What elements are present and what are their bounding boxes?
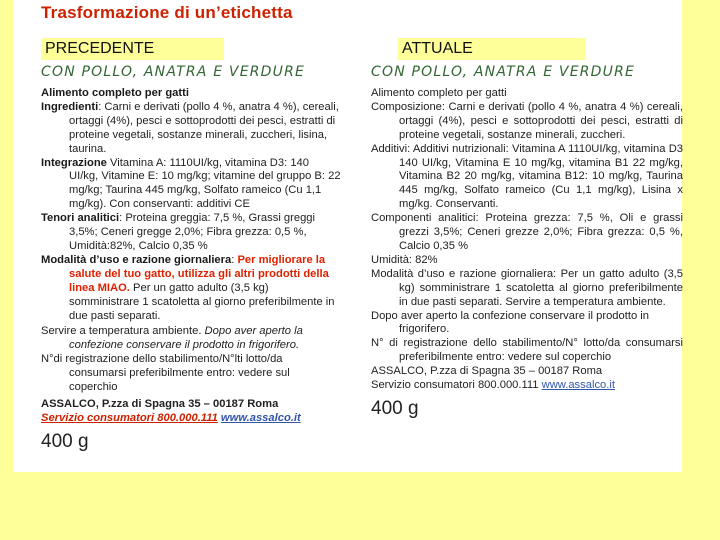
current-additives: Additivi: Additivi nutrizionali: Vitamina A 1110UI/kg, vitamina D3 140 UI/kg, Vitamina E 10 mg/kg, vitamina B1 22 mg/kg, Vitamina B2 20 mg/kg, vitamina B12: 10 mg/kg, Taurina 445 mg/kg, Solfato rameico (Cu 1,1 mg/kg), Lisina x mg/kg. Conservanti. xyxy=(371,142,683,211)
previous-website-link[interactable]: www.assalco.it xyxy=(220,411,301,424)
previous-analytic xyxy=(41,212,341,254)
current-usage: Modalità d’uso e razione giornaliera: Per un gatto adulto (3,5 kg) somministrare 1 scatoletta al giorno preferibilmente in due pasti separati. Servire a temperatura ambiente. xyxy=(371,267,683,308)
label-previous: PRECEDENTE xyxy=(41,38,224,60)
previous-service-line xyxy=(41,412,341,426)
previous-label-column xyxy=(41,63,341,452)
previous-usage xyxy=(41,254,341,324)
previous-address: ASSALCO, P.zza di Spagna 35 – 00187 Roma xyxy=(41,397,279,410)
previous-ingredients-text: : Carni e derivati (pollo 4 %, anatra 4 %), cereali, ortaggi (4%), pesci e sottoprodotti dei pesci, estratti di proteine vegetali, sostanze minerali, zuccheri, lisina, taurina. xyxy=(69,100,339,155)
label-current: ATTUALE xyxy=(398,38,586,60)
current-moisture: Umidità: 82% xyxy=(371,253,438,266)
previous-serve-storage xyxy=(41,325,341,353)
previous-integration-label: Integrazione xyxy=(41,156,107,169)
current-weight: 400 g xyxy=(371,397,419,419)
previous-serve-text: Servire a temperatura ambiente. xyxy=(41,325,205,338)
previous-usage-promo: Per migliorare la salute del tuo gatto, utilizza gli altri prodotti della linea MIAO. xyxy=(69,253,329,294)
current-product-type: Alimento completo per gatti xyxy=(371,87,507,99)
current-website-link[interactable]: www.assalco.it xyxy=(541,379,615,392)
previous-integration xyxy=(41,157,341,213)
current-label-column xyxy=(371,63,683,419)
previous-integration-text: Vitamina A: 1110UI/kg, vitamina D3: 140 UI/kg, Vitamine E: 10 mg/kg; vitamine del gruppo B: 22 mg/kg; Taurina 445 mg/kg, Solfato rameico (Cu 1,1 mg/kg). Con conservanti: additivi CE xyxy=(69,156,341,211)
current-composition: Composizione: Carni e derivati (pollo 4 %, anatra 4 %) cereali, ortaggi (4%), pesci e sottoprodotti dei pesci, estratti di proteine vegetali, sostanze minerali, zuccheri. xyxy=(371,100,683,141)
previous-ingredients-label: Ingredienti xyxy=(41,100,99,113)
previous-brand: CON POLLO, ANATRA E VERDURE xyxy=(41,64,306,80)
current-service-line xyxy=(371,379,683,393)
previous-usage-text: Per un gatto adulto (3,5 kg) somministrare 1 scatoletta al giorno preferibilmente in due pasti separati. xyxy=(69,281,335,322)
current-analytic: Componenti analitici: Proteina grezza: 7,5 %, Oli e grassi grezzi 3,5%; Ceneri grezze 2,0%; Fibra grezza: 0,5 %, Calcio 0,35 % xyxy=(371,212,683,252)
previous-product-type: Alimento completo per gatti xyxy=(41,87,189,99)
current-address: ASSALCO, P.zza di Spagna 35 – 00187 Roma xyxy=(371,365,603,378)
previous-service-label: Servizio consumatori 800.000.111 xyxy=(41,411,218,424)
previous-analytic-text: : Proteina greggia: 7,5 %, Grassi greggi 3,5%; Ceneri gregge 2,0%; Fibra grezza: 0,5 %, Umidità:82%, Calcio 0,35 % xyxy=(69,212,316,252)
previous-ingredients xyxy=(41,101,341,157)
previous-analytic-label: Tenori analitici xyxy=(41,212,120,225)
previous-storage-text: Dopo aver aperto la confezione conservare il prodotto in frigorifero. xyxy=(69,325,303,352)
previous-usage-label: Modalità d’uso e razione giornaliera xyxy=(41,253,232,266)
previous-usage-sep: : xyxy=(231,253,238,266)
current-service-label: Servizio consumatori 800.000.111 xyxy=(371,379,542,392)
current-registration: N° di registrazione dello stabilimento/N° lotto/da consumarsi preferibilmente entro: vedere sul coperchio xyxy=(371,337,683,364)
current-storage: Dopo aver aperto la confezione conservare il prodotto in frigorifero. xyxy=(371,309,649,336)
previous-weight: 400 g xyxy=(41,430,89,452)
slide-title: Trasformazione di un’etichetta xyxy=(41,3,293,22)
previous-registration: N°di registrazione dello stabilimento/N°lti lotto/da consumarsi preferibilmente entro: vedere sul coperchio xyxy=(41,353,290,394)
current-brand: CON POLLO, ANATRA E VERDURE xyxy=(371,64,636,80)
